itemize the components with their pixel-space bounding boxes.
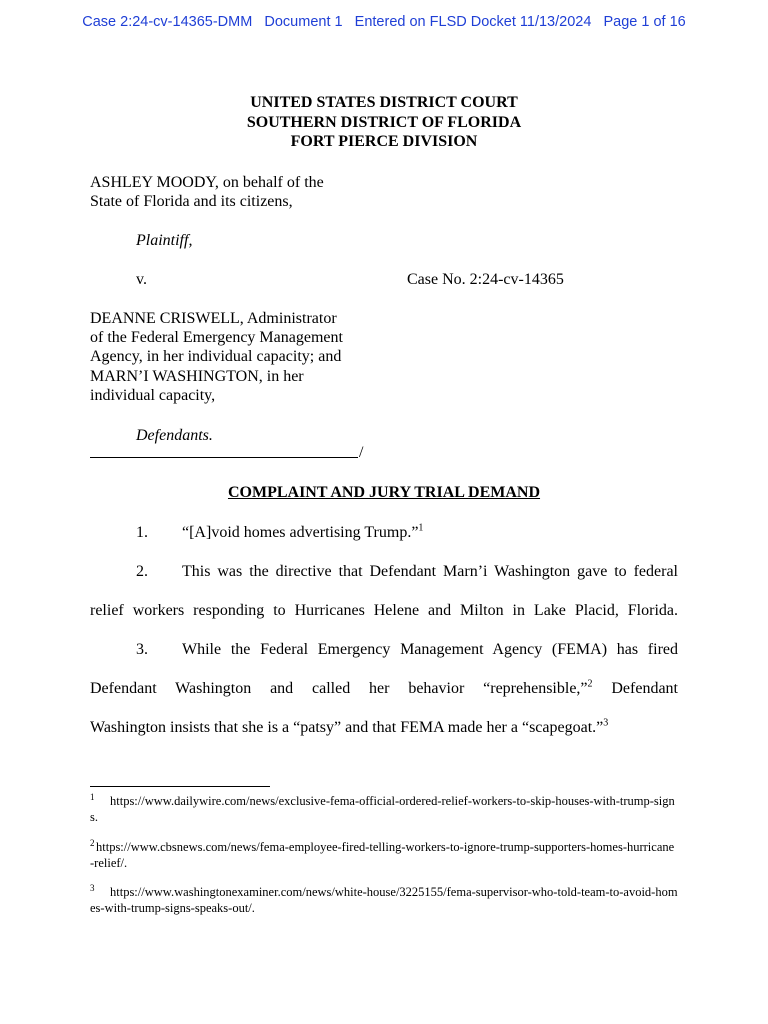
docket-header: [0, 14, 768, 30]
defendant-line-1: DEANNE CRISWELL, Administrator: [90, 310, 337, 327]
court-district: SOUTHERN DISTRICT OF FLORIDA: [246, 113, 522, 131]
paragraph-2-text-1: This was the directive that Defendant Marn’i Washington gave to federal: [182, 563, 678, 580]
paragraph-2-line-2: relief workers responding to Hurricanes Helene and Milton in Lake Placid, Florida.: [90, 602, 678, 619]
defendant-line-2: of the Federal Emergency Management: [90, 329, 343, 346]
versus: v.: [136, 271, 147, 288]
footnote-ref-3: 3: [603, 717, 609, 729]
caption-slash: /: [359, 444, 364, 461]
footnote-separator: [90, 786, 270, 787]
paragraph-3-text-1: While the Federal Emergency Management Agency (FEMA) has fired: [182, 641, 678, 658]
footnote-2-link[interactable]: https://www.cbsnews.com/news/fema-employee-fired-telling-workers-to-ignore-trump-supporters-homes-hurricane-relief/.: [90, 840, 675, 870]
footnote-1-link[interactable]: https://www.dailywire.com/news/exclusive-fema-official-ordered-relief-workers-to-skip-houses-with-trump-signs.: [90, 794, 675, 824]
plaintiff-line-2: State of Florida and its citizens,: [90, 193, 293, 210]
defendants-label: Defendants.: [136, 427, 213, 444]
case-number: Case No. 2:24-cv-14365: [407, 271, 564, 288]
defendant-line-5: individual capacity,: [90, 387, 216, 404]
paragraph-3-text-2b: Defendant: [592, 680, 679, 697]
footnote-3: 3 https://www.washingtonexaminer.com/news/white-house/3225155/fema-supervisor-who-told-team-to-avoid-homes-with-trump-signs-speaks-out/.: [90, 882, 678, 915]
paragraph-1-number: 1.: [136, 524, 148, 541]
footnote-ref-2: 2: [587, 678, 593, 690]
caption-rule: [90, 457, 358, 458]
header-entered: Entered on FLSD Docket 11/13/2024: [354, 14, 592, 30]
footnote-ref-1: 1: [418, 522, 424, 534]
header-document: Document 1: [264, 14, 343, 30]
plaintiff-line-1: ASHLEY MOODY, on behalf of the: [90, 174, 324, 191]
court-heading: [0, 93, 768, 152]
paragraph-2-line-1: [90, 552, 678, 591]
header-case-number: Case 2:24-cv-14365-DMM: [82, 14, 253, 30]
court-name: UNITED STATES DISTRICT COURT: [250, 94, 518, 111]
footnote-1: 1 https://www.dailywire.com/news/exclusive-fema-official-ordered-relief-workers-to-skip-houses-with-trump-signs.: [90, 791, 675, 824]
paragraph-3-line-2: [90, 669, 678, 708]
paragraph-1: [90, 513, 678, 552]
document-title: COMPLAINT AND JURY TRIAL DEMAND: [227, 484, 541, 501]
header-page: Page 1 of 16: [603, 14, 686, 30]
defendant-line-3: Agency, in her individual capacity; and: [90, 348, 342, 365]
paragraph-3-text-3: Washington insists that she is a “patsy” and that FEMA made her a “scapegoat.”: [90, 719, 604, 736]
paragraph-3-number: 3.: [136, 641, 148, 658]
paragraph-3-line-3: [90, 708, 678, 747]
footnote-3-link[interactable]: https://www.washingtonexaminer.com/news/white-house/3225155/fema-supervisor-who-told-team-to-avoid-homes-with-trump-signs-speaks-out/.: [90, 885, 678, 915]
court-division: FORT PIERCE DIVISION: [290, 133, 478, 150]
paragraph-1-text: “[A]void homes advertising Trump.”: [182, 524, 419, 541]
defendant-line-4: MARN’I WASHINGTON, in her: [90, 368, 304, 385]
paragraph-3-line-1: [90, 630, 678, 669]
footnote-2: 2 https://www.cbsnews.com/news/fema-employee-fired-telling-workers-to-ignore-trump-supporters-homes-hurricane-relief/.: [90, 837, 675, 870]
paragraph-3-text-2a: Defendant Washington and called her behavior “reprehensible,”: [90, 680, 588, 697]
paragraph-2-number: 2.: [136, 563, 148, 580]
plaintiff-label: Plaintiff,: [136, 232, 193, 249]
